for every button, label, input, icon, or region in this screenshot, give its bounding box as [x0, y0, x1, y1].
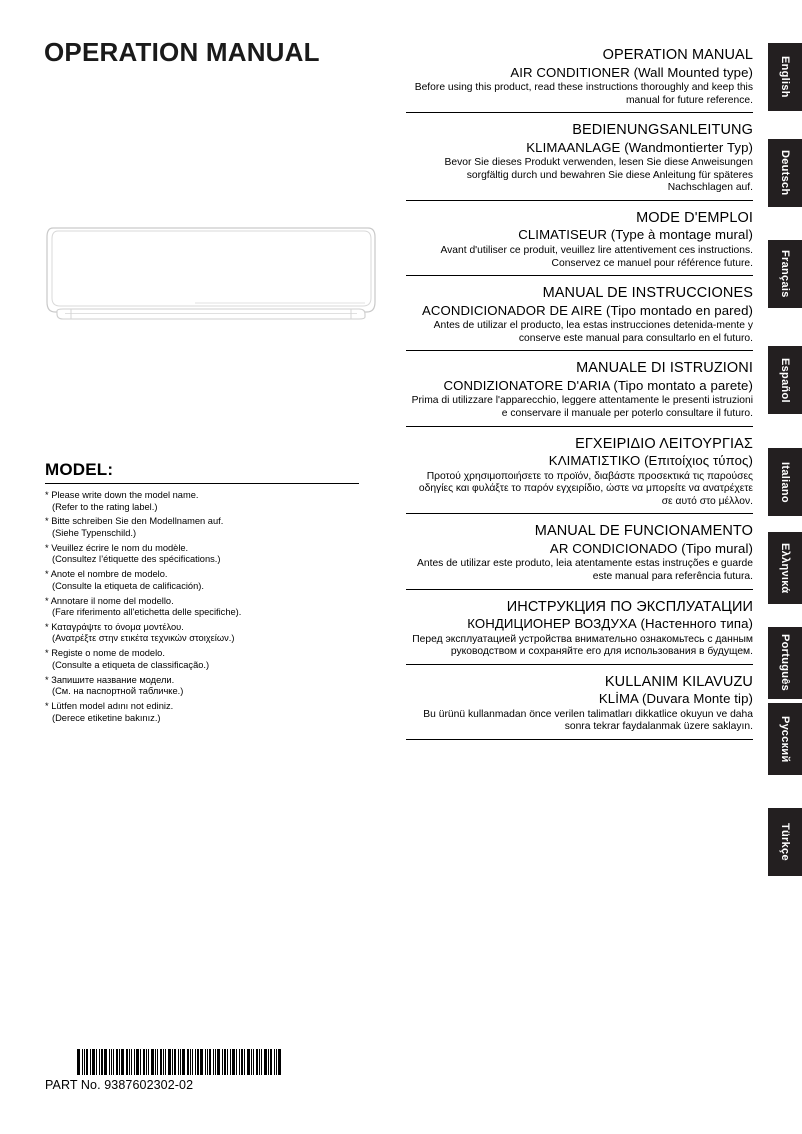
language-tab-label: Deutsch [779, 150, 791, 196]
model-rule [45, 483, 359, 484]
language-tab-ελληνικά[interactable] [768, 532, 802, 604]
barcode-bar [264, 1049, 267, 1075]
barcode-bar [187, 1049, 189, 1075]
barcode-bar [101, 1049, 103, 1075]
language-section-français [406, 210, 753, 276]
manual-title: MANUAL DE FUNCIONAMENTO [534, 523, 753, 540]
barcode-bar [126, 1049, 128, 1075]
model-note-main: * Annotare il nome del modello. [45, 595, 174, 606]
barcode-bar [148, 1049, 149, 1075]
barcode-bar [121, 1049, 124, 1075]
usage-notice: Antes de utilizar el producto, lea estas instrucciones detenida-mente y conserve este manual para consultarlo en el futuro. [433, 320, 753, 344]
language-tab-english[interactable] [768, 43, 802, 111]
barcode-bar [143, 1049, 145, 1075]
model-note-main: * Bitte schreiben Sie den Modellnamen auf. [45, 516, 224, 527]
model-note-main: * Registe o nome de modelo. [45, 648, 165, 659]
usage-notice: Προτού χρησιμοποιήσετε το προϊόν, διαβάστε προσεκτικά τις παρούσες οδηγίες και φυλάξτε το παρόν εγχειρίδιο, ώστε να μπορείτε να ανατρέχετε σε αυτό στο μέλλον. [418, 470, 753, 507]
model-note-item [45, 543, 359, 566]
barcode-bar [116, 1049, 118, 1075]
barcode-bar [244, 1049, 245, 1075]
language-tab-türkçe[interactable] [768, 808, 802, 876]
barcode-bar [92, 1049, 95, 1075]
language-section-english [406, 47, 753, 113]
model-heading: MODEL: [45, 460, 114, 479]
language-sections [406, 47, 753, 749]
barcode-bar [182, 1049, 185, 1075]
barcode-bar [104, 1049, 107, 1075]
model-note-item [45, 569, 359, 592]
language-tab-label: Español [779, 357, 791, 403]
barcode-bar [256, 1049, 258, 1075]
barcode-bar [247, 1049, 250, 1075]
part-number-barcode [77, 1049, 283, 1075]
model-note-sub: (Consultez l’étiquette des spécifications.) [52, 554, 221, 565]
barcode-bar [278, 1049, 281, 1075]
model-note-sub: (Fare riferimento all'etichetta delle specifiche). [52, 607, 242, 618]
barcode-bar [165, 1049, 166, 1075]
barcode-bar [119, 1049, 120, 1075]
model-note-main: * Καταγράψτε το όνομα μοντέλου. [45, 621, 184, 632]
barcode-bar [236, 1049, 237, 1075]
language-tab-français[interactable] [768, 240, 802, 308]
manual-title: MODE D'EMPLOI [636, 209, 753, 226]
barcode-bar [160, 1049, 162, 1075]
barcode-bar [224, 1049, 226, 1075]
model-note-sub: (Consulte a etiqueta de classificação.) [52, 659, 210, 670]
barcode-bar [82, 1049, 83, 1075]
language-tab-deutsch[interactable] [768, 139, 802, 207]
manual-title: MANUAL DE INSTRUCCIONES [542, 285, 753, 302]
language-tab-русский[interactable] [768, 703, 802, 775]
model-note-item [45, 596, 359, 619]
model-note-item [45, 648, 359, 671]
language-section-deutsch [406, 122, 753, 201]
barcode-bar [251, 1049, 252, 1075]
barcode-bar [230, 1049, 231, 1075]
model-note-main: * Lütfen model adını not ediniz. [45, 701, 174, 711]
model-note-item [45, 701, 359, 724]
barcode-bar [136, 1049, 139, 1075]
model-note-main: * Please write down the model name. [45, 490, 199, 500]
product-name: AR CONDICIONADO (Tipo mural) [549, 540, 753, 556]
product-name: ACONDICIONADOR DE AIRE (Tipo montado en pared) [422, 302, 753, 318]
usage-notice: Before using this product, read these instructions thoroughly and keep this manual for future reference. [414, 82, 753, 106]
model-note-item [45, 675, 359, 698]
product-name: CONDIZIONATORE D'ARIA (Tipo montato a parete) [443, 377, 753, 393]
model-note-item [45, 516, 359, 539]
usage-notice: Перед эксплуатацией устройства внимательно ознакомьтесь с данным руководством и сохраняйте его для использования в будущем. [412, 633, 753, 658]
barcode-bar [259, 1049, 260, 1075]
barcode-bar [215, 1049, 216, 1075]
barcode-bar [163, 1049, 164, 1075]
usage-notice: Bu ürünü kullanmadan önce verilen talimatları dikkatlice okuyun ve daha sonra tekrar faydalanmak üzere saklayın. [423, 708, 753, 733]
language-tab-label: English [779, 56, 791, 98]
barcode-bar [200, 1049, 203, 1075]
barcode-bar [99, 1049, 100, 1075]
barcode-bar [77, 1049, 80, 1075]
model-note-list [45, 490, 359, 724]
barcode-bar [190, 1049, 191, 1075]
part-number-text: PART No. 9387602302-02 [45, 1078, 194, 1092]
barcode-bar [140, 1049, 141, 1075]
product-name: KLIMAANLAGE (Wandmontierter Typ) [526, 139, 753, 155]
barcode-bar [111, 1049, 112, 1075]
language-tab-español[interactable] [768, 346, 802, 414]
barcode-bar [109, 1049, 110, 1075]
barcode-bar [192, 1049, 193, 1075]
model-note-sub: (Consulte la etiqueta de calificación). [52, 580, 204, 591]
barcode-bar [86, 1049, 88, 1075]
barcode-bar [261, 1049, 262, 1075]
barcode-bar [232, 1049, 235, 1075]
barcode-bar [222, 1049, 223, 1075]
product-name: ΚΛΙΜΑΤΙΣΤΙΚΟ (Επιτοίχιος τύπος) [548, 453, 753, 469]
usage-notice: Prima di utilizzare l'apparecchio, leggere attentamente le presenti istruzioni e conservare il manuale per poterlo consultare il futuro. [411, 395, 753, 419]
usage-notice: Antes de utilizar este produto, leia atentamente estas instruções e guarde este manual para referência futura. [417, 558, 753, 582]
model-note-sub: (См. на паспортной табличке.) [52, 686, 184, 697]
barcode-bar [274, 1049, 275, 1075]
model-note-item [45, 622, 359, 645]
language-tab-label: Português [779, 634, 791, 692]
barcode-bar [151, 1049, 154, 1075]
language-section-português [406, 523, 753, 589]
language-tab-label: Русский [779, 715, 791, 763]
barcode-bar [168, 1049, 171, 1075]
air-conditioner-illustration [45, 224, 377, 322]
barcode-bar [157, 1049, 158, 1075]
barcode-bar [253, 1049, 254, 1075]
manual-title: ΕΓΧΕΙΡΙΔΙΟ ΛΕΙΤΟΥΡΓΙΑΣ [575, 435, 753, 452]
barcode-bar [197, 1049, 199, 1075]
barcode-bar [146, 1049, 147, 1075]
language-section-русский [406, 599, 753, 665]
model-note-sub: (Refer to the rating label.) [52, 501, 158, 512]
usage-notice: Avant d'utiliser ce produit, veuillez lire attentivement ces instructions. Conservez ce manuel pour référence future. [440, 244, 753, 269]
barcode-bar [276, 1049, 277, 1075]
barcode-bar [155, 1049, 156, 1075]
manual-title: KULLANIM KILAVUZU [604, 673, 753, 690]
product-name: КОНДИЦИОНЕР ВОЗДУХА (Настенного типа) [467, 616, 753, 631]
product-name: KLİMA (Duvara Monte tip) [598, 691, 753, 707]
language-tab-label: Türkçe [779, 823, 791, 861]
barcode-bar [131, 1049, 132, 1075]
language-tab-label: Italiano [779, 461, 791, 503]
model-note-sub: (Derece etiketine bakınız.) [52, 712, 161, 723]
barcode-bar [217, 1049, 220, 1075]
barcode-bar [239, 1049, 240, 1075]
language-section-türkçe [406, 674, 753, 740]
barcode-bar [268, 1049, 269, 1075]
model-note-main: * Anote el nombre de modelo. [45, 569, 168, 580]
barcode-bar [205, 1049, 206, 1075]
model-block [45, 460, 359, 727]
barcode-bar [213, 1049, 214, 1075]
model-note-sub: (Siehe Typenschild.) [52, 527, 137, 538]
barcode-bar [174, 1049, 176, 1075]
barcode-bar [207, 1049, 208, 1075]
manual-title: BEDIENUNGSANLEITUNG [572, 122, 753, 139]
model-note-main: * Veuillez écrire le nom du modèle. [45, 542, 189, 553]
barcode-bar [209, 1049, 211, 1075]
product-name: CLIMATISEUR (Type à montage mural) [518, 227, 753, 243]
manual-title: MANUALE DI ISTRUZIONI [576, 360, 753, 377]
language-section-italiano [406, 360, 753, 426]
barcode-bar [96, 1049, 97, 1075]
manual-title: ИНСТРУКЦИЯ ПО ЭКСПЛУАТАЦИИ [506, 598, 753, 615]
barcode-bar [178, 1049, 179, 1075]
language-tab-label: Ελληνικά [779, 542, 791, 594]
barcode-bar [134, 1049, 135, 1075]
usage-notice: Bevor Sie dieses Produkt verwenden, lesen Sie diese Anweisungen sorgfältig durch und bewahren Sie diese Anleitung für späteres Nachschlagen auf. [444, 157, 753, 194]
footer-part-info [45, 1049, 283, 1092]
barcode-bar [180, 1049, 181, 1075]
model-note-main: * Запишите название модели. [45, 674, 175, 685]
barcode-bar [241, 1049, 243, 1075]
model-note-item [45, 490, 359, 513]
barcode-bar [129, 1049, 130, 1075]
product-name: AIR CONDITIONER (Wall Mounted type) [510, 64, 753, 80]
page-title: OPERATION MANUAL [44, 37, 320, 67]
manual-title: OPERATION MANUAL [602, 47, 753, 63]
barcode-bar [270, 1049, 272, 1075]
barcode-bar [227, 1049, 228, 1075]
model-note-sub: (Ανατρέξτε στην ετικέτα τεχνικών στοιχείων.) [52, 633, 235, 644]
barcode-bar [90, 1049, 91, 1075]
barcode-bar [172, 1049, 173, 1075]
language-tab-italiano[interactable] [768, 448, 802, 516]
barcode-bar [195, 1049, 196, 1075]
language-tab-português[interactable] [768, 627, 802, 699]
language-section-ελληνικά [406, 436, 753, 515]
language-tab-label: Français [779, 250, 791, 298]
barcode-bar [84, 1049, 85, 1075]
language-section-español [406, 285, 753, 351]
barcode-bar [113, 1049, 114, 1075]
